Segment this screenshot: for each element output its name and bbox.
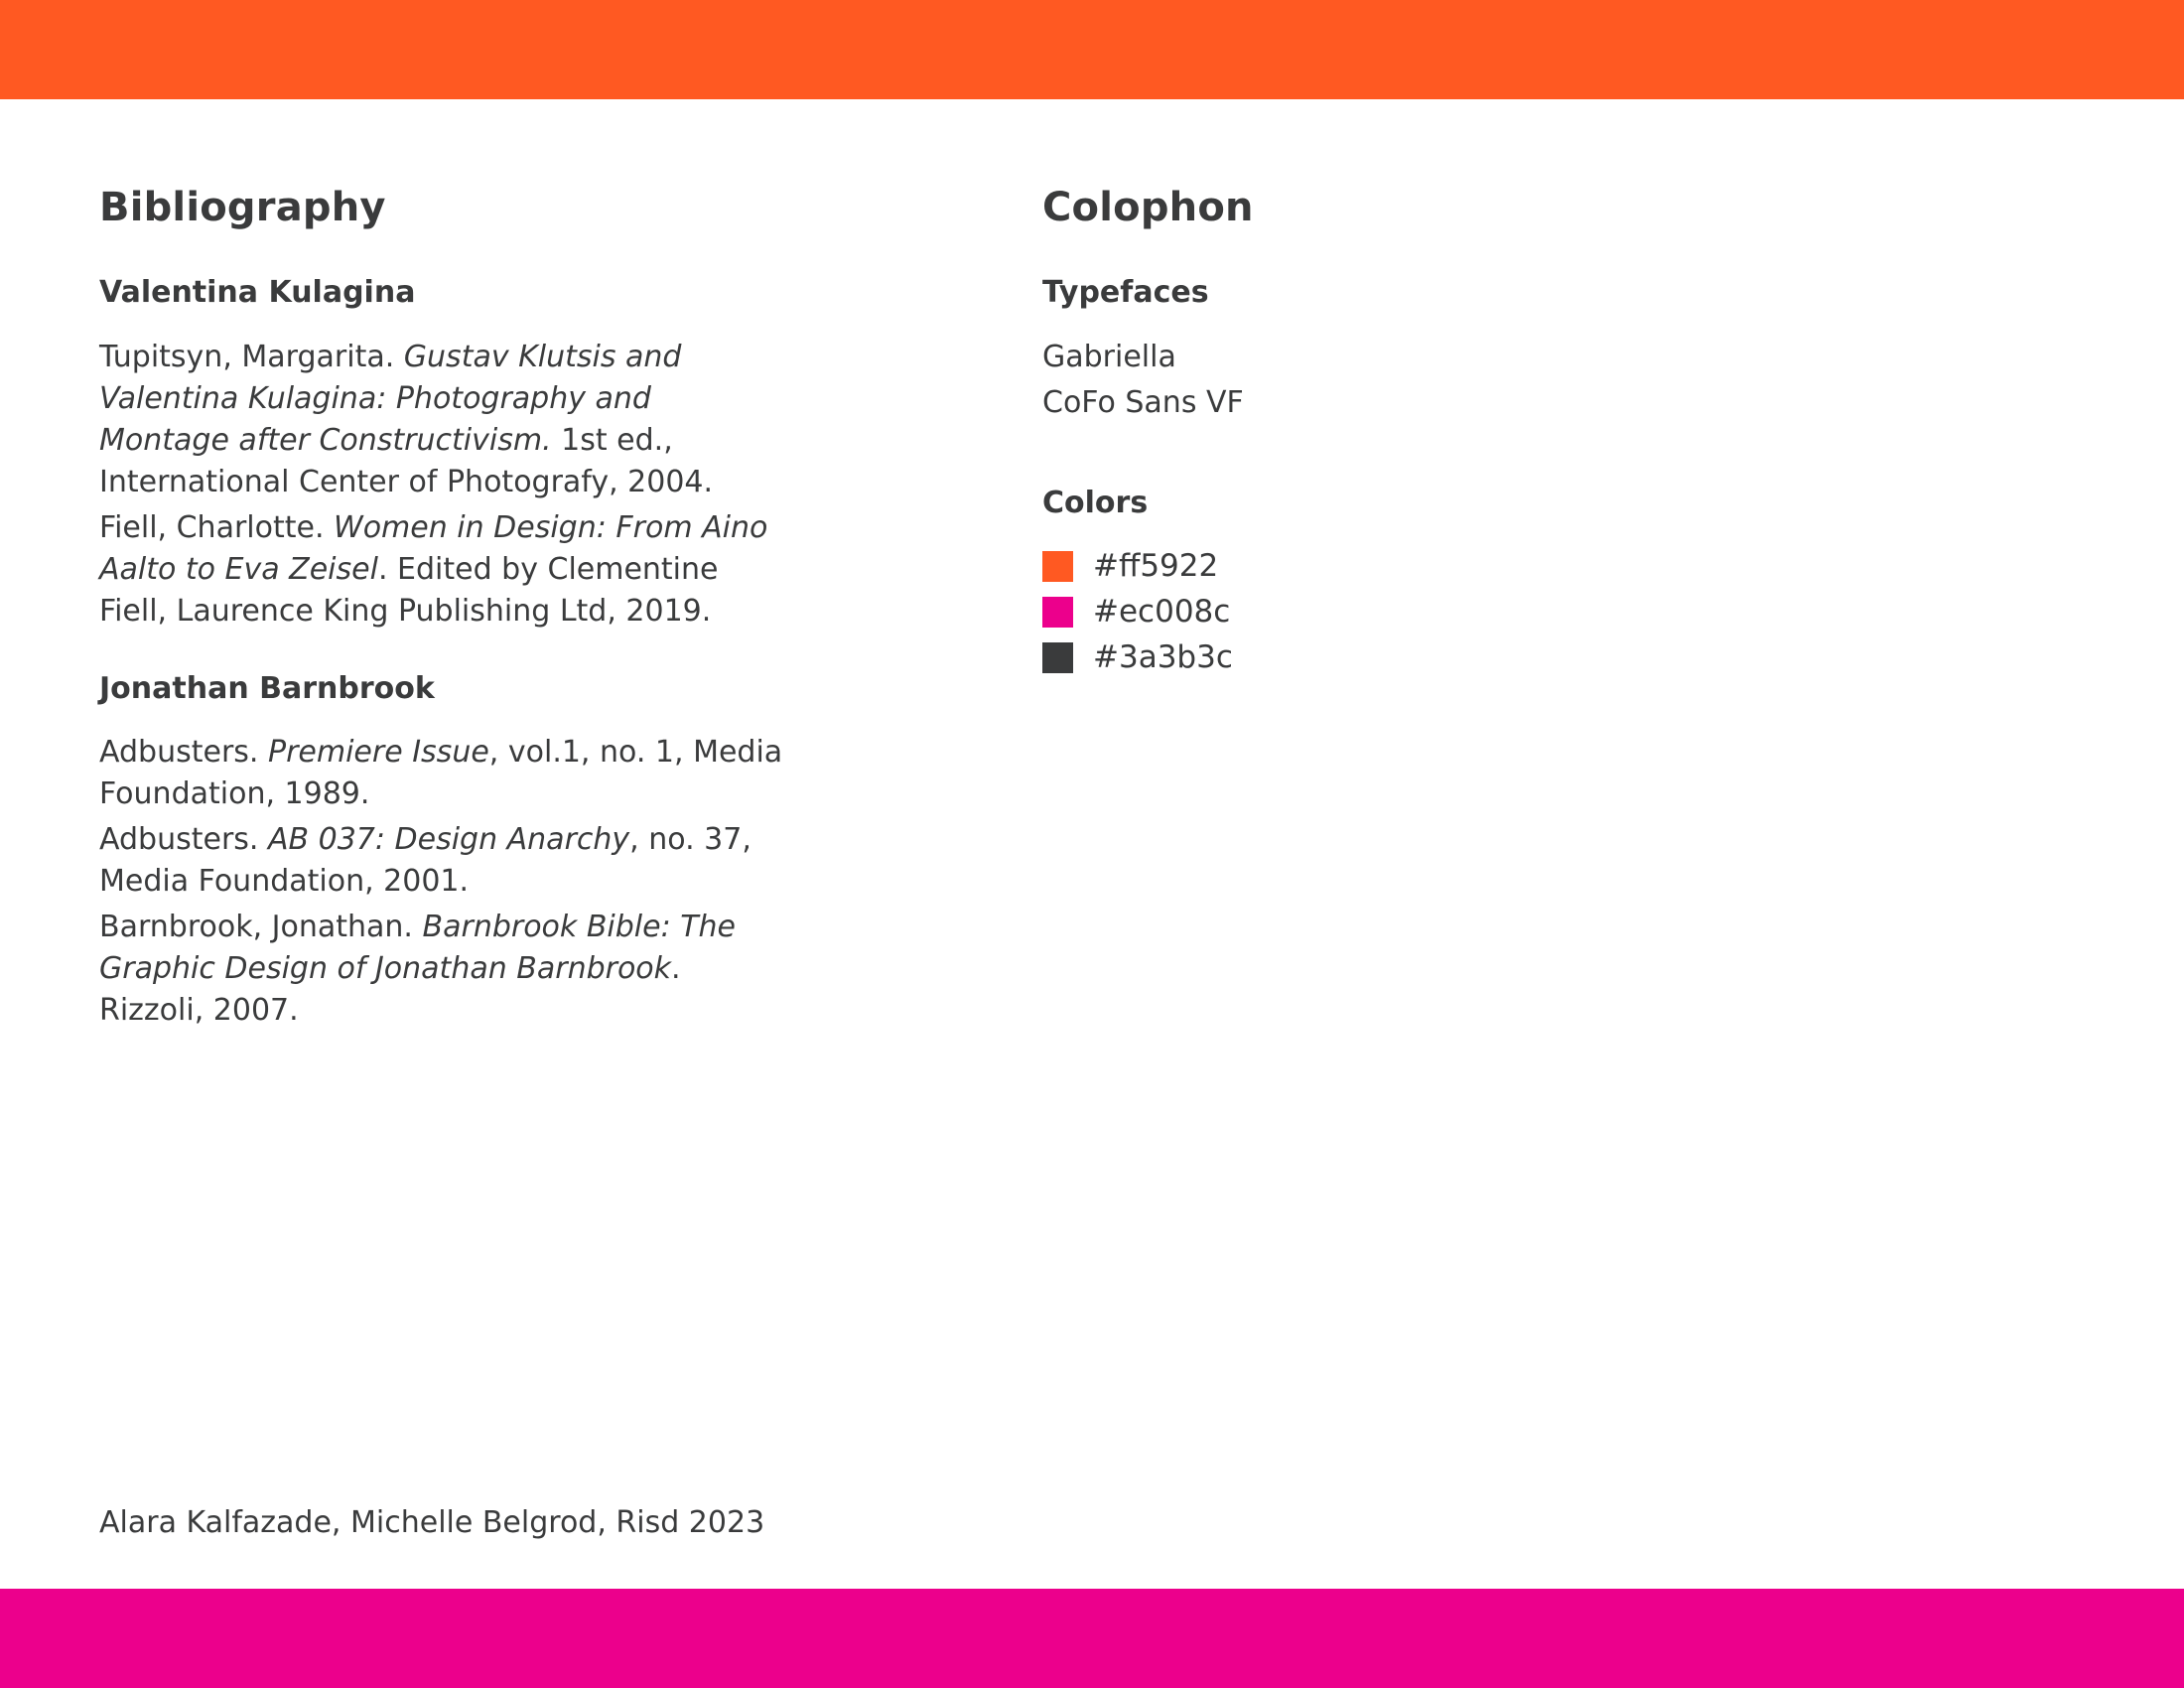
entry-title: Gustav Klutsis and Valentina Kulagina: Photography and Montage after Constructivism. (99, 340, 682, 458)
entry-title: Premiere Issue (267, 735, 489, 770)
bibliography-title: Bibliography (99, 185, 386, 230)
color-row (1042, 637, 1233, 677)
color-row (1042, 546, 1218, 586)
entry-title: Women in Design: From Aino Aalto to Eva Zeisel (99, 510, 768, 587)
color-swatch (1042, 597, 1073, 628)
entry-title: Barnbrook Bible: The Graphic Design of Jonathan Barnbrook (99, 910, 737, 986)
color-hex-label: #ff5922 (1093, 548, 1219, 584)
bibliography-entry (99, 507, 774, 633)
entry-author: Barnbrook, Jonathan. (99, 910, 423, 944)
group-heading-kulagina: Valentina Kulagina (99, 275, 416, 310)
bibliography-entry (99, 819, 784, 903)
entry-author: Fiell, Charlotte. (99, 510, 335, 545)
entry-details: , vol.1, no. 1, Media Foundation, 1989. (99, 735, 783, 811)
bibliography-entry (99, 337, 774, 503)
color-hex-label: #ec008c (1093, 594, 1231, 630)
entry-details: . Rizzoli, 2007. (99, 951, 681, 1028)
typeface-item: Gabriella (1042, 340, 1176, 374)
bottom-color-band (0, 1589, 2184, 1688)
group-heading-barnbrook: Jonathan Barnbrook (99, 671, 435, 706)
typefaces-heading: Typefaces (1042, 275, 1209, 310)
top-color-band (0, 0, 2184, 99)
barnbrook-entries (99, 732, 784, 1036)
color-swatch (1042, 642, 1073, 673)
footer-credit: Alara Kalfazade, Michelle Belgrod, Risd 2023 (99, 1505, 765, 1540)
bibliography-entry (99, 907, 784, 1032)
entry-title: AB 037: Design Anarchy (267, 822, 630, 857)
colophon-title: Colophon (1042, 185, 1254, 230)
entry-details: , no. 37, Media Foundation, 2001. (99, 822, 751, 899)
color-hex-label: #3a3b3c (1093, 639, 1233, 675)
entry-details: 1st ed., International Center of Photografy, 2004. (99, 423, 714, 499)
kulagina-entries (99, 337, 774, 636)
bibliography-entry (99, 732, 784, 815)
typeface-item: CoFo Sans VF (1042, 385, 1244, 420)
color-row (1042, 592, 1230, 632)
entry-author: Adbusters. (99, 822, 268, 857)
colors-heading: Colors (1042, 486, 1149, 520)
color-swatch (1042, 551, 1073, 582)
entry-details: . Edited by Clementine Fiell, Laurence King Publishing Ltd, 2019. (99, 552, 719, 629)
entry-author: Tupitsyn, Margarita. (99, 340, 404, 374)
entry-author: Adbusters. (99, 735, 268, 770)
